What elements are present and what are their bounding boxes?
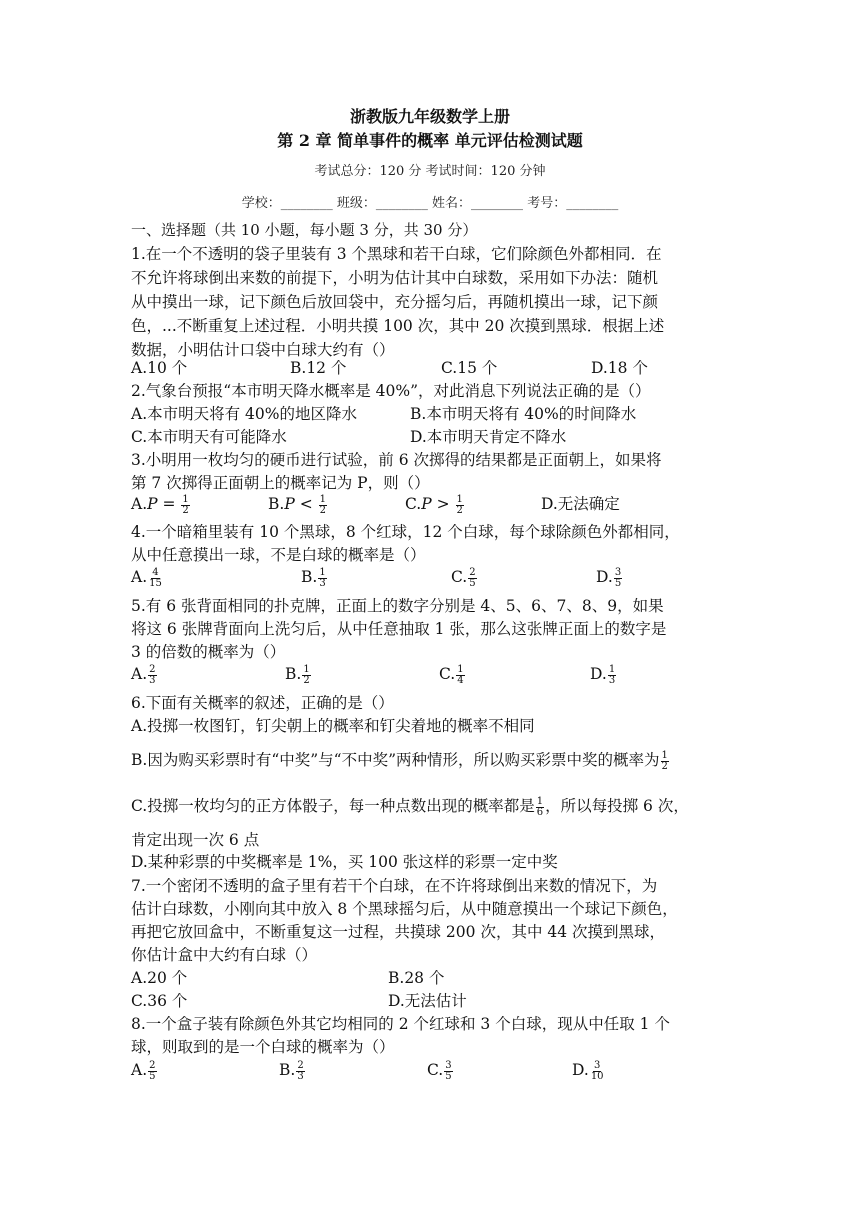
math-operator: = — [157, 495, 181, 513]
q7-option-a: A.20 个 — [131, 969, 188, 987]
q7-option-b: B.28 个 — [388, 969, 445, 987]
option-prefix: C. — [405, 495, 422, 513]
fraction — [302, 665, 310, 686]
option-prefix: B. — [279, 1061, 296, 1079]
question-1-line-2: 不允许将球倒出来数的前提下，小明为估计其中白球数，采用如下办法：随机 — [131, 269, 659, 287]
fraction — [296, 1061, 304, 1082]
q6-option-c-cont: 肯定出现一次 6 点 — [131, 831, 260, 849]
option-prefix: A. — [131, 665, 148, 683]
denominator: 2 — [661, 760, 668, 772]
fraction — [661, 751, 669, 772]
q2-option-a: A.本市明天将有 40%的地区降水 — [131, 405, 357, 423]
q1-option-b: B.12 个 — [290, 359, 347, 377]
q4-option-d — [596, 567, 623, 589]
question-5-line-1: 5.有 6 张背面相同的扑克牌，正面上的数字分别是 4、5、6、7、8、9，如果 — [131, 597, 664, 615]
denominator: 10 — [590, 1070, 604, 1082]
fraction — [614, 568, 622, 589]
question-1-line-3: 从中摸出一球，记下颜色后放回袋中，充分摇匀后，再随机摸出一球，记下颜 — [131, 293, 659, 311]
denominator: 2 — [456, 504, 463, 516]
fraction — [590, 1061, 605, 1082]
denominator: 4 — [457, 674, 464, 686]
denominator: 3 — [149, 674, 156, 686]
fraction — [456, 665, 464, 686]
denominator: 5 — [445, 1070, 452, 1082]
q7-option-d: D.无法估计 — [388, 992, 467, 1010]
denominator: 2 — [319, 504, 326, 516]
q6-option-a: A.投掷一枚图钉，钉尖朝上的概率和钉尖着地的概率不相同 — [131, 717, 535, 735]
denominator: 5 — [149, 1070, 156, 1082]
option-prefix: C. — [427, 1061, 444, 1079]
option-prefix: A. — [131, 495, 148, 513]
option-prefix: A. — [131, 568, 148, 586]
question-1-line-5: 数据，小明估计口袋中白球大约有（） — [131, 341, 395, 359]
fraction — [608, 665, 616, 686]
numerator: 2 — [149, 663, 156, 675]
fraction — [319, 495, 327, 516]
q8-option-d — [572, 1060, 606, 1082]
denominator: 2 — [182, 504, 189, 516]
denominator: 3 — [608, 674, 616, 686]
option-prefix: A. — [131, 1061, 148, 1079]
question-6-line-1: 6.下面有关概率的叙述，正确的是（） — [131, 694, 394, 712]
q8-option-a — [131, 1060, 158, 1082]
numerator: 4 — [152, 566, 159, 578]
math-symbol: P — [147, 495, 158, 513]
option-prefix: D. — [596, 568, 613, 586]
numerator: 2 — [149, 1059, 156, 1071]
math-operator: > — [431, 495, 455, 513]
numerator: 2 — [469, 566, 476, 578]
question-4-line-2: 从中任意摸出一球，不是白球的概率是（） — [131, 546, 426, 564]
numerator: 1 — [319, 493, 326, 505]
fraction — [148, 568, 163, 589]
q8-option-c — [427, 1060, 454, 1082]
q6-option-d: D.某种彩票的中奖概率是 1%，买 100 张这样的彩票一定中奖 — [131, 853, 558, 871]
q5-option-a — [131, 664, 158, 686]
q3-option-b — [268, 494, 328, 516]
numerator: 2 — [297, 1059, 304, 1071]
question-7-line-3: 再把它放回盒中，不断重复这一过程，共摸球 200 次，其中 44 次摸到黑球， — [131, 923, 666, 941]
option-prefix: B. — [285, 665, 302, 683]
denominator: 5 — [614, 577, 622, 589]
q6-option-c — [131, 796, 689, 818]
option-prefix: C. — [439, 665, 456, 683]
chapter-title: 第 2 章 简单事件的概率 单元评估检测试题 — [277, 131, 583, 150]
option-text-after: ，所以每投掷 6 次， — [545, 797, 689, 815]
fraction — [318, 568, 326, 589]
question-5-line-2: 将这 6 张牌背面向上洗匀后，从中任意抽取 1 张，那么这张牌正面上的数字是 — [131, 620, 667, 638]
q2-option-c: C.本市明天有可能降水 — [131, 428, 287, 446]
option-prefix: C. — [451, 568, 468, 586]
question-4-line-1: 4.一个暗箱里装有 10 个黑球，8 个红球，12 个白球，每个球除颜色外都相同， — [131, 523, 680, 541]
q5-option-c — [439, 664, 466, 686]
fraction — [468, 568, 476, 589]
numerator: 1 — [456, 493, 463, 505]
fraction — [444, 1061, 452, 1082]
question-7-line-4: 你估计盒中大约有白球（） — [131, 946, 318, 964]
numerator: 1 — [457, 663, 464, 675]
student-fields: 学校：________ 班级：________ 姓名：________ 考号：________ — [241, 196, 619, 211]
denominator: 6 — [536, 806, 544, 818]
question-1-line-4: 色，...不断重复上述过程．小明共摸 100 次，其中 20 次摸到黑球．根据上述 — [131, 317, 665, 335]
question-5-line-3: 3 的倍数的概率为（） — [131, 643, 286, 661]
denominator: 15 — [149, 577, 162, 589]
math-symbol: P — [421, 495, 432, 513]
q1-option-c: C.15 个 — [441, 359, 498, 377]
fraction — [536, 797, 544, 818]
q5-option-b — [285, 664, 312, 686]
math-operator: < — [294, 495, 318, 513]
q2-option-d: D.本市明天肯定不降水 — [410, 428, 567, 446]
fraction — [148, 1061, 156, 1082]
question-8-line-1: 8.一个盒子装有除颜色外其它均相同的 2 个红球和 3 个白球，现从中任取 1 个 — [131, 1015, 670, 1033]
fraction — [181, 495, 189, 516]
exam-info: 考试总分：120 分 考试时间：120 分钟 — [314, 164, 546, 179]
question-7-line-2: 估计白球数，小刚向其中放入 8 个黑球摇匀后，从中随意摸出一个球记下颜色， — [131, 900, 678, 918]
option-text: C.投掷一枚均匀的正方体骰子，每一种点数出现的概率都是 — [131, 797, 535, 815]
q3-option-d: D.无法确定 — [541, 495, 620, 513]
q1-option-d: D.18 个 — [591, 359, 648, 377]
fraction — [148, 665, 156, 686]
denominator: 3 — [319, 577, 326, 589]
q1-option-a: A.10 个 — [131, 359, 188, 377]
q3-option-c — [405, 494, 465, 516]
question-1-line-1: 1.在一个不透明的袋子里装有 3 个黑球和若干白球，它们除颜色外都相同．在 — [131, 245, 662, 263]
option-prefix: D. — [572, 1061, 589, 1079]
numerator: 3 — [593, 1059, 601, 1071]
numerator: 1 — [661, 749, 668, 761]
denominator: 5 — [469, 577, 476, 589]
q6-option-b — [131, 750, 670, 772]
option-prefix: B. — [268, 495, 285, 513]
numerator: 1 — [319, 566, 326, 578]
numerator: 3 — [445, 1059, 452, 1071]
numerator: 1 — [536, 795, 544, 807]
question-2-line-1: 2.气象台预报“本市明天降水概率是 40%”，对此消息下列说法正确的是（） — [131, 382, 651, 400]
q2-option-b: B.本市明天将有 40%的时间降水 — [410, 405, 637, 423]
question-7-line-1: 7.一个密闭不透明的盒子里有若干个白球，在不许将球倒出来数的情况下，为 — [131, 877, 658, 895]
question-8-line-2: 球，则取到的是一个白球的概率为（） — [131, 1038, 395, 1056]
option-text: B.因为购买彩票时有“中奖”与“不中奖”两种情形，所以购买彩票中奖的概率为 — [131, 751, 660, 769]
denominator: 2 — [303, 674, 310, 686]
numerator: 1 — [303, 663, 310, 675]
q3-option-a — [131, 494, 191, 516]
section-heading: 一、选择题（共 10 小题，每小题 3 分，共 30 分） — [131, 221, 478, 239]
page-title: 浙教版九年级数学上册 — [349, 107, 510, 126]
math-symbol: P — [284, 495, 295, 513]
numerator: 1 — [608, 663, 616, 675]
q4-option-b — [301, 567, 328, 589]
numerator: 1 — [182, 493, 189, 505]
question-3-line-2: 第 7 次掷得正面朝上的概率记为 P，则（） — [131, 474, 430, 492]
q4-option-c — [451, 567, 478, 589]
question-3-line-1: 3.小明用一枚均匀的硬币进行试验，前 6 次掷得的结果都是正面朝上，如果将 — [131, 451, 662, 469]
option-prefix: B. — [301, 568, 318, 586]
q7-option-c: C.36 个 — [131, 992, 188, 1010]
option-prefix: D. — [590, 665, 607, 683]
q8-option-b — [279, 1060, 306, 1082]
q5-option-d — [590, 664, 617, 686]
numerator: 3 — [614, 566, 622, 578]
q4-option-a — [131, 567, 164, 589]
fraction — [456, 495, 464, 516]
denominator: 3 — [297, 1070, 304, 1082]
